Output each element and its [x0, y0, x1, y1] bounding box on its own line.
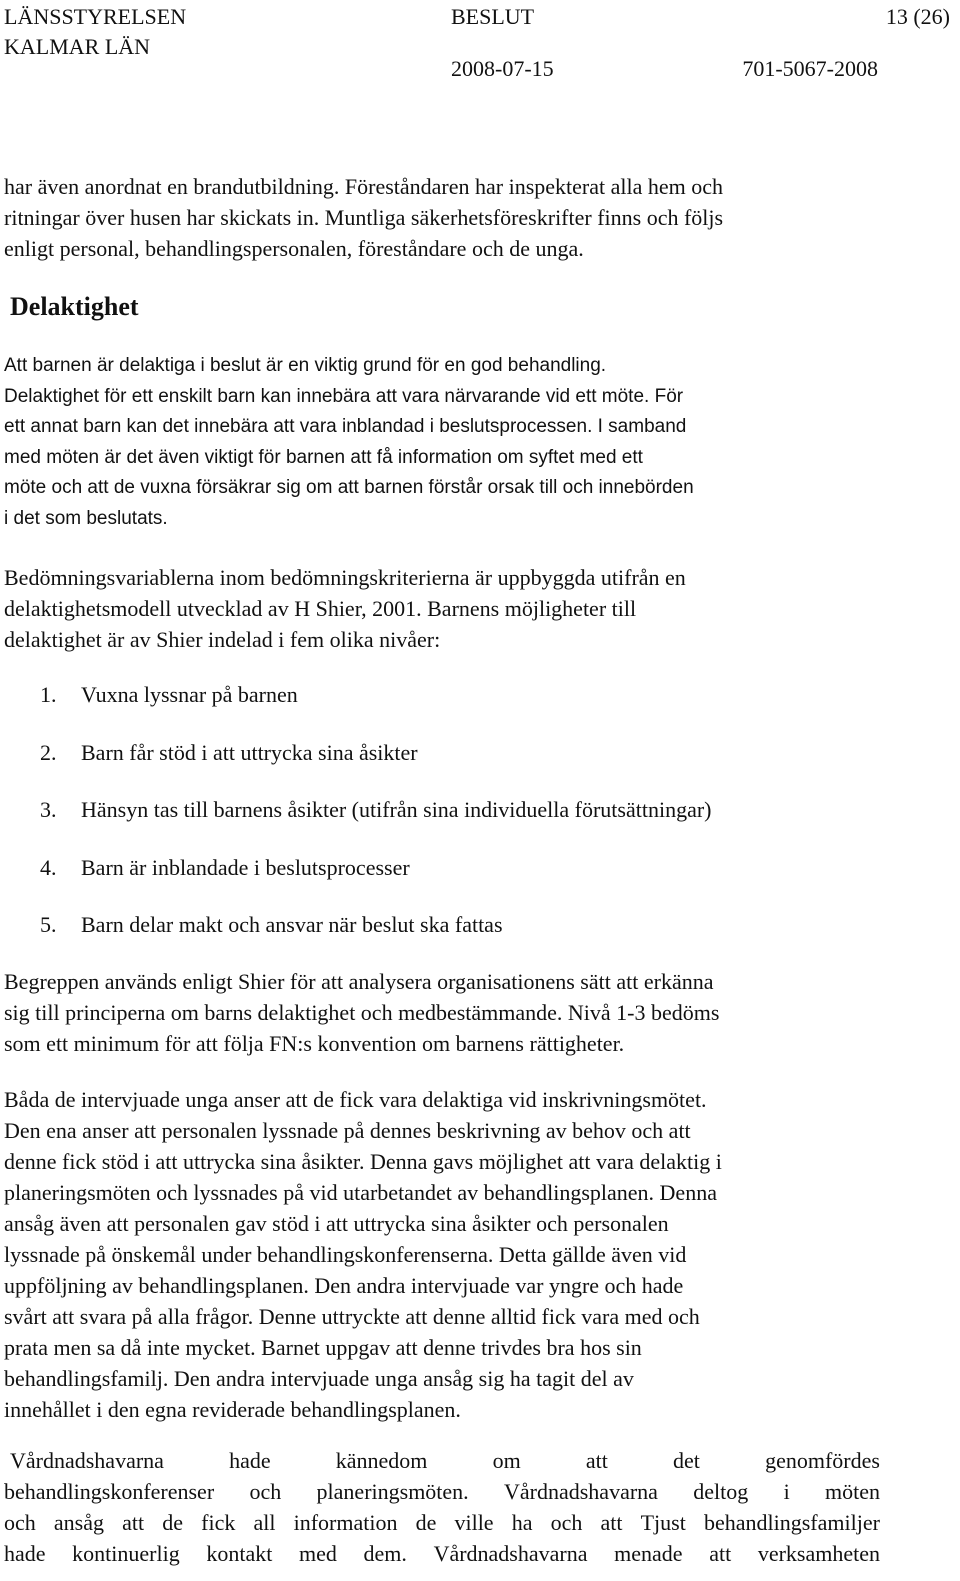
word: att [585, 1448, 608, 1473]
word: ansåg [53, 1510, 104, 1535]
list-item-number: 3. [40, 797, 57, 822]
word: ville [454, 1510, 494, 1535]
list-item-text: Hänsyn tas till barnens åsikter (utifrån sina individuella förutsättningar) [81, 797, 712, 822]
text-line: Delaktighet för ett enskilt barn kan innebära att vara närvarande vid ett möte. För [4, 385, 684, 407]
word: all [253, 1510, 276, 1535]
word: möten [825, 1479, 880, 1504]
word: deltog [693, 1479, 749, 1504]
word: att [709, 1541, 732, 1566]
text-line: Bedömningsvariablerna inom bedömningskriterierna är uppbyggda utifrån en [4, 565, 686, 590]
word: om [492, 1448, 521, 1473]
word: och [249, 1479, 282, 1504]
text-line: lyssnade på önskemål under behandlingskonferenserna. Detta gällde även vid [4, 1242, 687, 1267]
text-line: delaktighet är av Shier indelad i fem olika nivåer: [4, 627, 441, 652]
text-line: prata men sa då inte mycket. Barnet uppgav att denne trivdes bra hos sin [4, 1335, 642, 1360]
header-date: 2008-07-15 [451, 56, 554, 81]
text-line: ett annat barn kan det innebära att vara inblandad i beslutsprocessen. I samband [4, 416, 687, 438]
word: att [600, 1510, 623, 1535]
text-line: denne fick stöd i att uttrycka sina åsikter. Denna gavs möjlighet att vara delaktig i [4, 1149, 722, 1174]
word: Vårdnadshavarna [10, 1448, 164, 1473]
text-line: Den ena anser att personalen lyssnade på dennes beskrivning av behov och att [4, 1118, 691, 1143]
text-line: ritningar över husen har skickats in. Muntliga säkerhetsföreskrifter finns och följs [4, 205, 724, 230]
word: behandlingsfamiljer [703, 1510, 880, 1535]
word: Vårdnadshavarna [504, 1479, 658, 1504]
header-page-number: 13 (26) [885, 4, 950, 29]
text-line: svårt att svara på alla frågor. Denne uttryckte att denne alltid fick vara med och [4, 1304, 700, 1329]
text-line: planeringsmöten och lyssnades på vid utarbetandet av behandlingsplanen. Denna [4, 1180, 717, 1205]
word: de [162, 1510, 183, 1535]
text-line: enligt personal, behandlingspersonalen, föreståndare och de unga. [4, 236, 584, 261]
header-doc-type: BESLUT [451, 4, 535, 29]
word: och [550, 1510, 583, 1535]
header-reference: 701-5067-2008 [742, 56, 878, 81]
text-line: ansåg även att personalen gav stöd i att uttrycka sina åsikter och personalen [4, 1211, 669, 1236]
word: information [293, 1510, 398, 1535]
list-item-text: Vuxna lyssnar på barnen [81, 682, 298, 707]
text-line: har även anordnat en brandutbildning. Föreståndaren har inspekterat alla hem och [4, 174, 724, 199]
word: dem. [363, 1541, 407, 1566]
text-line: med möten är det även viktigt för barnen att få information om syftet med ett [4, 446, 643, 468]
text-line: möte och att de vuxna försäkrar sig om att barnen förstår orsak till och innebörden [4, 477, 694, 499]
list-item [40, 680, 712, 738]
paragraph-2 [4, 562, 686, 655]
paragraph-3 [4, 966, 719, 1059]
text-line: som ett minimum för att följa FN:s konvention om barnens rättigheter. [4, 1031, 625, 1056]
list-item-number: 4. [40, 854, 57, 880]
header-org-line2: KALMAR LÄN [4, 34, 151, 59]
text-line: uppföljning av behandlingsplanen. Den andra intervjuade var yngre och hade [4, 1273, 684, 1298]
paragraph-5 [4, 1445, 880, 1569]
text-line: Båda de intervjuade unga anser att de fick vara delaktiga vid inskrivningsmötet. [4, 1087, 707, 1112]
text-line: delaktighetsmodell utvecklad av H Shier, 2001. Barnens möjligheter till [4, 596, 637, 621]
word: kännedom [335, 1448, 428, 1473]
text-line [4, 1445, 880, 1476]
word: kontakt [206, 1541, 273, 1566]
text-line: behandlingsfamilj. Den andra intervjuade unga ansåg sig ha tagit del av [4, 1366, 634, 1391]
word: hade [4, 1541, 46, 1566]
text-line: i det som beslutats. [4, 507, 168, 529]
list-item [40, 910, 712, 968]
list-item [40, 853, 712, 911]
word: verksamheten [757, 1541, 880, 1566]
text-line: sig till principerna om barns delaktighet och medbestämmande. Nivå 1-3 bedöms [4, 1000, 720, 1025]
list-item-number: 1. [40, 682, 57, 707]
word: och [4, 1510, 36, 1535]
word: behandlingskonferenser [4, 1479, 215, 1504]
text-line: Att barnen är delaktiga i beslut är en viktig grund för en god behandling. [4, 355, 607, 376]
word: i [783, 1479, 790, 1504]
list-item [40, 738, 712, 796]
word: planeringsmöten. [316, 1479, 469, 1504]
word: hade [229, 1448, 271, 1473]
list-item-number: 5. [40, 912, 57, 937]
paragraph-1 [4, 351, 694, 535]
header-org-line1: LÄNSSTYRELSEN [4, 4, 187, 29]
word: Tjust [640, 1510, 686, 1535]
word: Vårdnadshavarna [433, 1541, 588, 1566]
word: det [673, 1448, 700, 1473]
word: med [299, 1541, 337, 1566]
list-item [40, 795, 712, 853]
word: att [122, 1510, 145, 1535]
section-heading: Delaktighet [10, 292, 139, 321]
word: genomfördes [765, 1448, 880, 1473]
intro-paragraph [4, 171, 723, 264]
text-line [4, 1476, 880, 1507]
list-item-text: Barn delar makt och ansvar när beslut ska fattas [81, 912, 503, 937]
word: de [415, 1510, 437, 1535]
text-line: Begreppen används enligt Shier för att analysera organisationens sätt att erkänna [4, 969, 714, 994]
word: menade [614, 1541, 683, 1566]
participation-levels-list [40, 680, 712, 968]
word: kontinuerlig [72, 1541, 180, 1566]
list-item-text: Barn är inblandade i beslutsprocesser [81, 854, 410, 880]
text-line: innehållet i den egna reviderade behandlingsplanen. [4, 1397, 461, 1422]
paragraph-4 [4, 1084, 722, 1425]
text-line [4, 1538, 880, 1569]
list-item-text: Barn får stöd i att uttrycka sina åsikter [81, 739, 418, 765]
list-item-number: 2. [40, 739, 57, 765]
word: ha [511, 1510, 533, 1535]
word: fick [201, 1510, 236, 1535]
text-line [4, 1507, 880, 1538]
